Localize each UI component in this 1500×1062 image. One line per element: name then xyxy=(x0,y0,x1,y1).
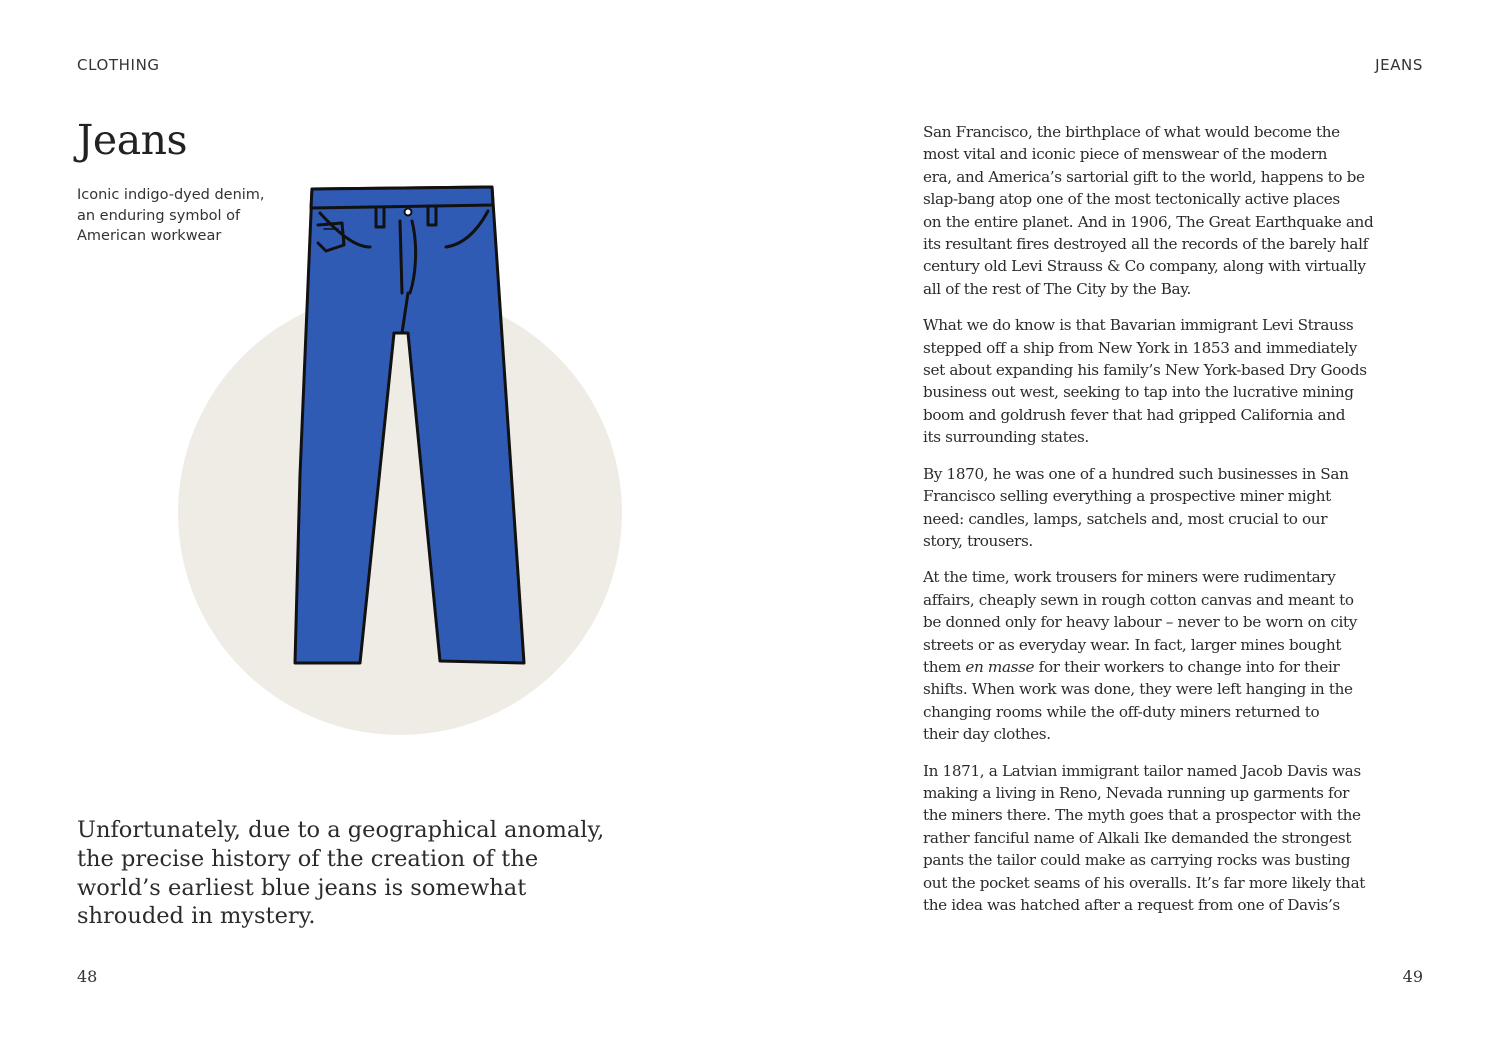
body-line: them en masse for their workers to change into for their xyxy=(923,657,1340,676)
pull-quote xyxy=(77,816,605,931)
pull-quote-line: the precise history of the creation of the xyxy=(77,845,539,872)
page-number-right: 49 xyxy=(1402,967,1423,986)
pull-quote-line: shrouded in mystery. xyxy=(77,903,316,930)
body-line: its resultant fires destroyed all the records of the barely half xyxy=(923,235,1368,254)
pull-quote-line: world’s earliest blue jeans is somewhat xyxy=(77,874,527,901)
body-line: the miners there. The myth goes that a prospector with the xyxy=(923,806,1361,825)
body-line: streets or as everyday wear. In fact, larger mines bought xyxy=(923,635,1342,654)
body-line: era, and America’s sartorial gift to the world, happens to be xyxy=(923,167,1365,186)
running-head-section: CLOTHING xyxy=(77,56,160,74)
body-line: on the entire planet. And in 1906, The Great Earthquake and xyxy=(923,212,1374,231)
body-line: be donned only for heavy labour – never to be worn on city xyxy=(923,613,1357,632)
body-paragraph xyxy=(923,463,1433,553)
body-line: affairs, cheaply sewn in rough cotton canvas and meant to xyxy=(923,590,1354,609)
body-line: pants the tailor could make as carrying rocks was busting xyxy=(923,851,1351,870)
body-line: stepped off a ship from New York in 1853 and immediately xyxy=(923,338,1357,357)
body-line: shifts. When work was done, they were left hanging in the xyxy=(923,680,1353,699)
body-line: making a living in Reno, Nevada running up garments for xyxy=(923,783,1350,802)
page-number-left: 48 xyxy=(77,967,98,986)
body-line: slap-bang atop one of the most tectonically active places xyxy=(923,190,1340,209)
body-paragraph xyxy=(923,566,1433,745)
body-line: their day clothes. xyxy=(923,725,1051,744)
body-line: all of the rest of The City by the Bay. xyxy=(923,279,1191,298)
body-line: need: candles, lamps, satchels and, most crucial to our xyxy=(923,509,1328,528)
page-title: Jeans xyxy=(77,116,188,164)
body-line: San Francisco, the birthplace of what would become the xyxy=(923,123,1340,141)
body-line: its surrounding states. xyxy=(923,428,1089,447)
body-line: Francisco selling everything a prospective miner might xyxy=(923,487,1331,506)
body-line: business out west, seeking to tap into the lucrative mining xyxy=(923,383,1354,402)
jeans-illustration xyxy=(170,175,640,745)
body-paragraph xyxy=(923,760,1433,917)
body-line: the idea was hatched after a request from one of Davis’s xyxy=(923,896,1340,914)
running-head-chapter: JEANS xyxy=(1375,56,1423,74)
body-line: At the time, work trousers for miners were rudimentary xyxy=(923,568,1336,587)
body-line: changing rooms while the off-duty miners returned to xyxy=(923,702,1320,721)
body-line: What we do know is that Bavarian immigrant Levi Strauss xyxy=(923,316,1354,335)
body-line: By 1870, he was one of a hundred such businesses in San xyxy=(923,464,1349,483)
body-line: most vital and iconic piece of menswear of the modern xyxy=(923,145,1328,164)
body-line: rather fanciful name of Alkali Ike demanded the strongest xyxy=(923,828,1352,847)
body-line: boom and goldrush fever that had gripped California and xyxy=(923,405,1346,424)
body-paragraph xyxy=(923,121,1433,300)
background-circle xyxy=(178,291,622,735)
body-line: out the pocket seams of his overalls. It’s far more likely that xyxy=(923,873,1366,892)
right-page xyxy=(750,0,1500,1062)
body-line: story, trousers. xyxy=(923,531,1033,550)
body-paragraph xyxy=(923,314,1433,448)
caption-line: American workwear xyxy=(77,228,222,244)
pull-quote-line: Unfortunately, due to a geographical anomaly, xyxy=(77,817,605,843)
body-line: century old Levi Strauss & Co company, along with virtually xyxy=(923,257,1366,276)
body-line: In 1871, a Latvian immigrant tailor named Jacob Davis was xyxy=(923,761,1361,780)
body-line: set about expanding his family’s New York-based Dry Goods xyxy=(923,361,1367,380)
body-text xyxy=(923,121,1433,930)
caption-line: Iconic indigo-dyed denim, xyxy=(77,187,265,203)
caption-line: an enduring symbol of xyxy=(77,207,241,224)
